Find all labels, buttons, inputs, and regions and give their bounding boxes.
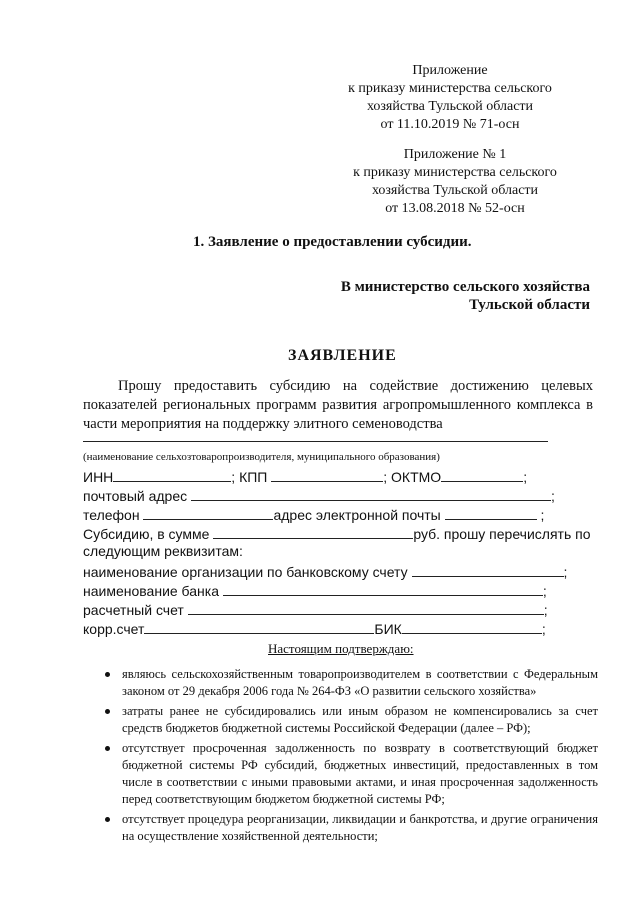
row-end: ;	[541, 621, 546, 637]
applicant-caption: (наименование сельхозтоваропроизводителя, муниципального образования)	[83, 451, 440, 463]
bank-label: наименование банка	[83, 583, 219, 599]
postal-label: почтовый адрес	[83, 488, 188, 504]
appendix-header-current	[330, 62, 570, 134]
list-item-text: являюсь сельскохозяйственным товаропроизводителем в соответствии с Федеральным законом от 29 декабря 2006 года № 264-ФЗ «О развитии сельского хозяйства»	[122, 667, 598, 698]
phone-label: телефон	[83, 507, 140, 523]
document-heading: ЗАЯВЛЕНИЕ	[288, 347, 397, 364]
request-paragraph: Прошу предоставить субсидию на содействие достижению целевых показателей региональных программ развития агропромышленного комплекса в части мероприятия на поддержку элитного семеноводства	[83, 378, 593, 432]
addressee-line: В министерство сельского хозяйства	[340, 279, 590, 295]
org-name-field[interactable]	[412, 562, 564, 577]
org-row	[83, 562, 567, 580]
kpp-label: ; КПП	[231, 469, 268, 485]
list-item-text: отсутствует процедура реорганизации, ликвидации и банкротства, и другие ограничения на осуществление хозяйственной деятельности;	[122, 812, 598, 843]
appendix-title: Приложение	[412, 63, 488, 78]
contact-row	[83, 505, 544, 523]
corr-label: корр.счет	[83, 621, 145, 637]
inn-label: ИНН	[83, 469, 114, 485]
account-label: расчетный счет	[83, 602, 184, 618]
bullet-icon	[105, 709, 110, 714]
confirmation-list	[122, 666, 598, 848]
applicant-name-line[interactable]	[83, 441, 548, 442]
postal-row	[83, 486, 555, 504]
inn-field[interactable]	[113, 467, 231, 482]
list-item-text: отсутствует просроченная задолженность по возврату в соответствующий бюджет бюджетной системы РФ субсидий, бюджетных инвестиций, предоставленных в том числе в соответствии с иными правовыми актами, и иная просроченная задолженность перед соответствующим бюджетом бюджетной системы РФ;	[122, 741, 598, 806]
account-field[interactable]	[188, 600, 544, 615]
kpp-field[interactable]	[271, 467, 383, 482]
appendix-order-date: от 11.10.2019 № 71-осн	[380, 117, 520, 132]
appendix-line: хозяйства Тульской области	[366, 99, 534, 114]
subsidy-tail: руб. прошу перечислять по	[413, 526, 591, 542]
section-title: 1. Заявление о предоставлении субсидии.	[193, 234, 472, 250]
row-end: ;	[523, 469, 528, 485]
list-item	[122, 666, 598, 700]
email-label: адрес электронной почты	[273, 507, 441, 523]
org-name-label: наименование организации по банковскому счету	[83, 564, 408, 580]
appendix-line: к приказу министерства сельского	[348, 81, 552, 96]
email-field[interactable]	[445, 505, 537, 520]
row-end: ;	[540, 507, 545, 523]
subsidy-label: Субсидию, в сумме	[83, 526, 210, 542]
corr-account-field[interactable]	[144, 619, 374, 634]
bullet-icon	[105, 672, 110, 677]
phone-field[interactable]	[143, 505, 273, 520]
bik-field[interactable]	[402, 619, 542, 634]
bank-name-field[interactable]	[223, 581, 543, 596]
appendix-order-date: от 13.08.2018 № 52-осн	[385, 201, 525, 216]
appendix-title: Приложение № 1	[403, 147, 507, 162]
list-item-text: затраты ранее не субсидировались или иным образом не компенсировались за счет средств бюджетов бюджетной системы Российской Федерации (далее – РФ);	[122, 704, 598, 735]
row-end: ;	[542, 583, 547, 599]
oktmo-label: ; ОКТМО	[383, 469, 442, 485]
list-item	[122, 811, 598, 845]
account-row	[83, 600, 548, 618]
bik-label: БИК	[374, 621, 402, 637]
appendix-line: хозяйства Тульской области	[371, 183, 539, 198]
inn-row	[83, 467, 527, 485]
row-end: ;	[543, 602, 548, 618]
subsidy-row	[83, 524, 591, 542]
list-item	[122, 740, 598, 808]
addressee-line: Тульской области	[469, 297, 590, 313]
appendix-header-original	[335, 146, 575, 218]
bullet-icon	[105, 817, 110, 822]
oktmo-field[interactable]	[441, 467, 523, 482]
subsidy-amount-field[interactable]	[213, 524, 413, 539]
row-end: ;	[551, 488, 555, 504]
details-label: следующим реквизитам:	[83, 543, 243, 559]
appendix-line: к приказу министерства сельского	[353, 165, 557, 180]
confirm-title: Настоящим подтверждаю:	[268, 641, 414, 656]
postal-address-field[interactable]	[191, 486, 551, 501]
list-item	[122, 703, 598, 737]
addressee	[300, 278, 590, 314]
corr-row	[83, 619, 546, 637]
bank-row	[83, 581, 547, 599]
row-end: ;	[563, 564, 568, 580]
bullet-icon	[105, 746, 110, 751]
